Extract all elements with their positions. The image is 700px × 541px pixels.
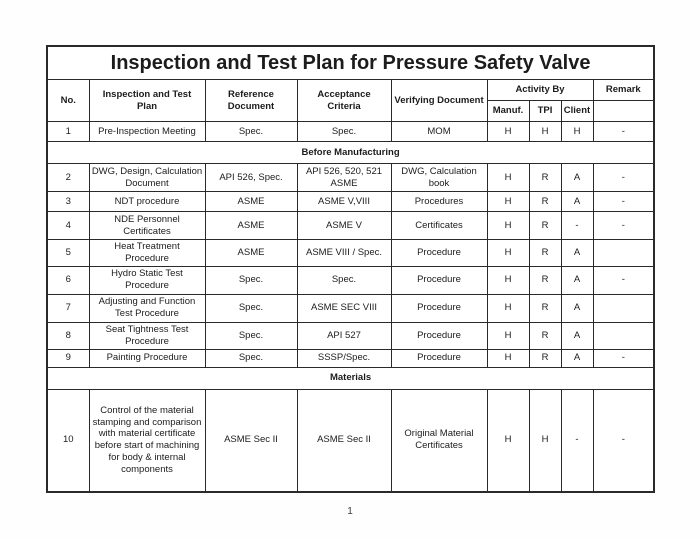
- cell-acceptance: Spec.: [297, 122, 391, 142]
- cell-no: 10: [47, 389, 89, 492]
- cell-tpi: R: [529, 212, 561, 240]
- cell-verifying: Procedure: [391, 266, 487, 294]
- section-row-materials: [47, 367, 654, 389]
- cell-manuf: H: [487, 212, 529, 240]
- cell-remark: -: [593, 212, 654, 240]
- cell-verifying: Procedures: [391, 192, 487, 212]
- page-title: Inspection and Test Plan for Pressure Safety Valve: [47, 46, 654, 80]
- cell-manuf: H: [487, 192, 529, 212]
- cell-client: A: [561, 349, 593, 367]
- table-row: [47, 389, 654, 492]
- cell-reference: ASME: [205, 240, 297, 267]
- cell-acceptance: ASME V: [297, 212, 391, 240]
- cell-client: A: [561, 266, 593, 294]
- cell-no: 9: [47, 349, 89, 367]
- cell-reference: Spec.: [205, 122, 297, 142]
- cell-tpi: R: [529, 266, 561, 294]
- cell-verifying: Procedure: [391, 349, 487, 367]
- remark-subheader-empty: [593, 101, 654, 122]
- column-header-acceptance: Acceptance Criteria: [297, 80, 391, 122]
- cell-acceptance: ASME SEC VIII: [297, 294, 391, 322]
- table-row: [47, 294, 654, 322]
- cell-manuf: H: [487, 349, 529, 367]
- cell-remark: -: [593, 389, 654, 492]
- cell-no: 1: [47, 122, 89, 142]
- cell-plan: NDT procedure: [89, 192, 205, 212]
- cell-verifying: Certificates: [391, 212, 487, 240]
- cell-reference: Spec.: [205, 294, 297, 322]
- cell-manuf: H: [487, 294, 529, 322]
- table-row: [47, 212, 654, 240]
- cell-remark: [593, 322, 654, 349]
- cell-manuf: H: [487, 122, 529, 142]
- cell-manuf: H: [487, 266, 529, 294]
- cell-verifying: Procedure: [391, 240, 487, 267]
- cell-no: 8: [47, 322, 89, 349]
- cell-remark: [593, 240, 654, 267]
- title-row: [47, 46, 654, 80]
- cell-tpi: R: [529, 164, 561, 192]
- table-row: [47, 164, 654, 192]
- cell-client: A: [561, 240, 593, 267]
- cell-client: A: [561, 192, 593, 212]
- cell-plan: Seat Tightness Test Procedure: [89, 322, 205, 349]
- cell-remark: -: [593, 192, 654, 212]
- cell-reference: ASME: [205, 212, 297, 240]
- cell-acceptance: ASME V,VIII: [297, 192, 391, 212]
- column-header-plan: Inspection and Test Plan: [89, 80, 205, 122]
- cell-no: 6: [47, 266, 89, 294]
- cell-tpi: R: [529, 294, 561, 322]
- cell-remark: [593, 294, 654, 322]
- cell-client: -: [561, 212, 593, 240]
- cell-manuf: H: [487, 240, 529, 267]
- column-header-verifying: Verifying Document: [391, 80, 487, 122]
- cell-client: A: [561, 294, 593, 322]
- cell-tpi: R: [529, 240, 561, 267]
- cell-tpi: H: [529, 389, 561, 492]
- column-header-client: Client: [561, 101, 593, 122]
- column-header-manuf: Manuf.: [487, 101, 529, 122]
- cell-no: 3: [47, 192, 89, 212]
- cell-no: 5: [47, 240, 89, 267]
- column-header-activity-by: Activity By: [487, 80, 593, 101]
- cell-manuf: H: [487, 164, 529, 192]
- cell-verifying: Procedure: [391, 294, 487, 322]
- cell-no: 2: [47, 164, 89, 192]
- cell-plan: DWG, Design, Calculation Document: [89, 164, 205, 192]
- cell-tpi: R: [529, 322, 561, 349]
- section-label: Materials: [47, 367, 654, 389]
- table-row: [47, 322, 654, 349]
- cell-plan: Painting Procedure: [89, 349, 205, 367]
- cell-plan: Hydro Static Test Procedure: [89, 266, 205, 294]
- table-row: [47, 240, 654, 267]
- cell-remark: -: [593, 164, 654, 192]
- cell-verifying: Procedure: [391, 322, 487, 349]
- column-header-remark: Remark: [593, 80, 654, 101]
- table-row: [47, 192, 654, 212]
- page-number: 1: [347, 506, 353, 517]
- cell-manuf: H: [487, 389, 529, 492]
- cell-reference: ASME Sec II: [205, 389, 297, 492]
- cell-reference: Spec.: [205, 349, 297, 367]
- cell-plan: Heat Treatment Procedure: [89, 240, 205, 267]
- column-header-no: No.: [47, 80, 89, 122]
- cell-plan: Control of the material stamping and comparison with material certificate before start of machining for body & internal components: [89, 389, 205, 492]
- table-row: [47, 266, 654, 294]
- cell-tpi: R: [529, 349, 561, 367]
- section-label: Before Manufacturing: [47, 142, 654, 164]
- cell-verifying: MOM: [391, 122, 487, 142]
- section-row-before-manufacturing: [47, 142, 654, 164]
- cell-plan: Adjusting and Function Test Procedure: [89, 294, 205, 322]
- cell-tpi: H: [529, 122, 561, 142]
- header-row-1: [47, 80, 654, 101]
- cell-reference: Spec.: [205, 322, 297, 349]
- cell-no: 4: [47, 212, 89, 240]
- cell-client: H: [561, 122, 593, 142]
- cell-plan: NDE Personnel Certificates: [89, 212, 205, 240]
- cell-verifying: DWG, Calculation book: [391, 164, 487, 192]
- cell-acceptance: ASME VIII / Spec.: [297, 240, 391, 267]
- table-row: [47, 349, 654, 367]
- cell-acceptance: API 526, 520, 521 ASME: [297, 164, 391, 192]
- column-header-tpi: TPI: [529, 101, 561, 122]
- cell-remark: -: [593, 349, 654, 367]
- table-row: [47, 122, 654, 142]
- cell-reference: ASME: [205, 192, 297, 212]
- cell-plan: Pre-Inspection Meeting: [89, 122, 205, 142]
- cell-tpi: R: [529, 192, 561, 212]
- column-header-reference: Reference Document: [205, 80, 297, 122]
- cell-manuf: H: [487, 322, 529, 349]
- cell-remark: -: [593, 266, 654, 294]
- cell-reference: Spec.: [205, 266, 297, 294]
- cell-reference: API 526, Spec.: [205, 164, 297, 192]
- cell-acceptance: Spec.: [297, 266, 391, 294]
- cell-client: A: [561, 164, 593, 192]
- cell-client: -: [561, 389, 593, 492]
- cell-acceptance: API 527: [297, 322, 391, 349]
- itp-table: [46, 45, 655, 493]
- cell-no: 7: [47, 294, 89, 322]
- cell-verifying: Original Material Certificates: [391, 389, 487, 492]
- cell-remark: -: [593, 122, 654, 142]
- cell-client: A: [561, 322, 593, 349]
- cell-acceptance: ASME Sec II: [297, 389, 391, 492]
- cell-acceptance: SSSP/Spec.: [297, 349, 391, 367]
